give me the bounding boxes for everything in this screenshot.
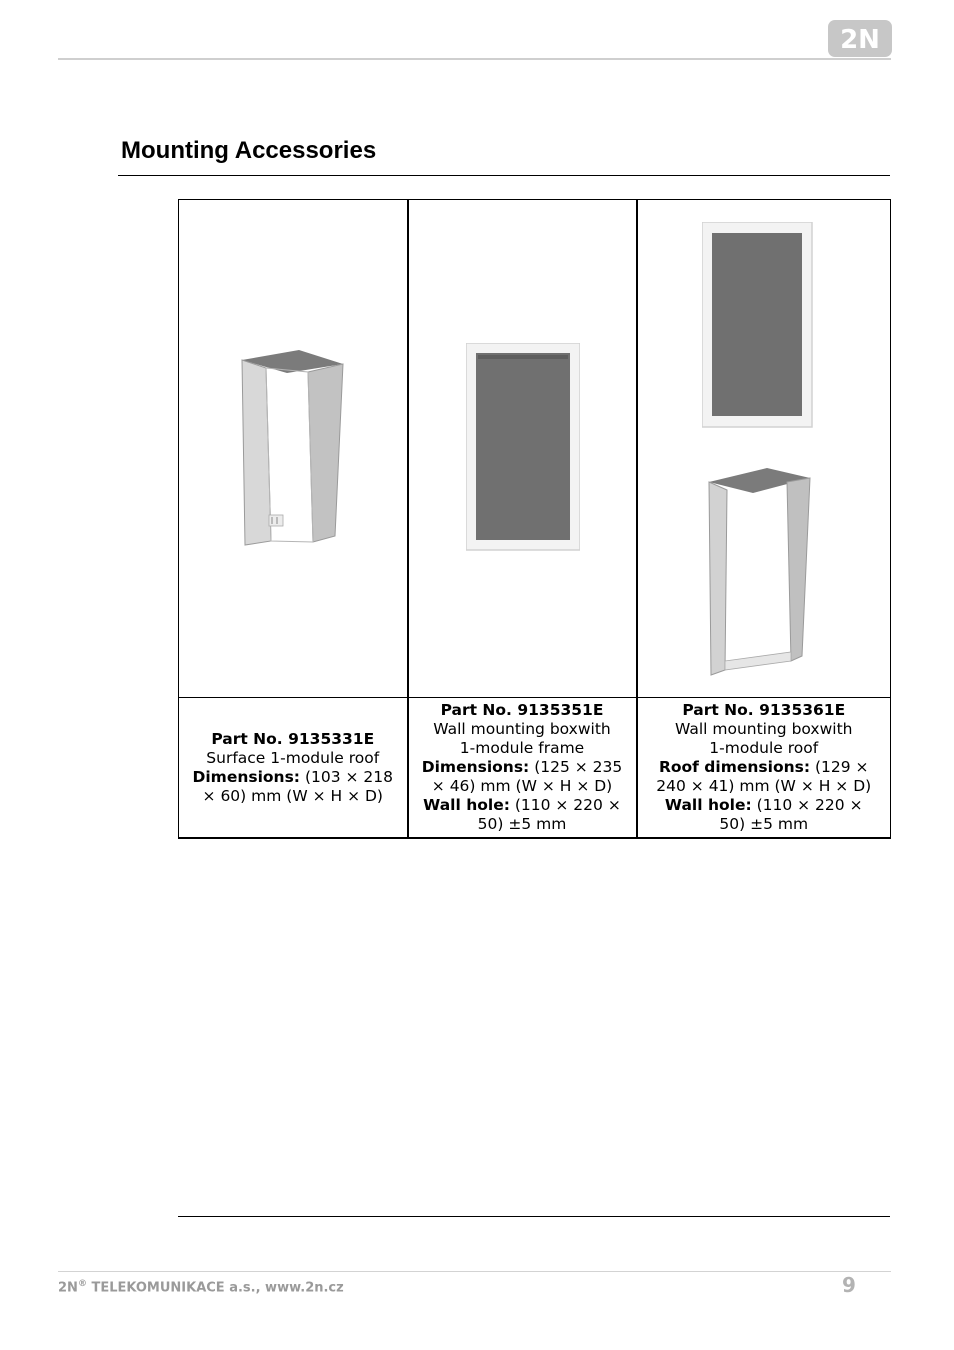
footer-company: [58, 1279, 344, 1295]
description-line: 1-module frame: [459, 739, 585, 757]
footer-brand: 2N: [58, 1280, 78, 1296]
registered-mark: ®: [77, 1279, 87, 1289]
content-bottom-rule: [178, 1216, 890, 1217]
spec-value: (110 × 220 ×: [751, 796, 863, 814]
description-line: Wall mounting boxwith: [433, 720, 611, 738]
page-number: 9: [842, 1273, 856, 1297]
footer-company-name: TELEKOMUNIKACE a.s., www.2n.cz: [86, 1280, 344, 1296]
part-number: Part No. 9135361E: [682, 701, 846, 719]
spec-value-cont: × 60) mm (W × H × D): [202, 786, 383, 805]
description-line: Wall mounting boxwith: [675, 720, 853, 738]
brand-logo-text: 2N: [840, 25, 880, 55]
roof-image: [707, 466, 815, 678]
wall-box-image: [702, 222, 813, 428]
spec-value: (125 × 235: [529, 758, 623, 776]
spec-label: Dimensions:: [192, 767, 301, 786]
spec-label: Wall hole:: [664, 796, 752, 814]
product-image-cell: [408, 200, 637, 698]
image-row: [179, 200, 891, 698]
footer-rule: [58, 1271, 891, 1272]
surface-roof-image: [239, 346, 349, 546]
spec-value-cont: × 46) mm (W × H × D): [431, 777, 613, 795]
product-description: [408, 698, 637, 839]
spec-value: (129 ×: [810, 758, 869, 776]
part-number: Part No. 9135331E: [211, 729, 375, 748]
brand-logo: [828, 20, 892, 57]
spec-label: Wall hole:: [423, 796, 510, 814]
header-rule: [58, 58, 891, 60]
wall-box-frame-image: [466, 343, 580, 551]
page-title: Mounting Accessories: [121, 137, 377, 164]
product-image-cell: [179, 200, 408, 698]
spec-value-cont: 50) ±5 mm: [719, 815, 809, 833]
spec-label: Roof dimensions:: [658, 758, 811, 776]
part-number: Part No. 9135351E: [440, 701, 604, 719]
spec-label: Dimensions:: [421, 758, 530, 776]
title-rule: [118, 175, 890, 176]
spec-value-cont: 50) ±5 mm: [477, 815, 567, 833]
spec-value: (110 × 220 ×: [509, 796, 621, 814]
spec-value: (103 × 218: [300, 767, 394, 786]
spec-value-cont: 240 × 41) mm (W × H × D): [656, 777, 872, 795]
product-description: [637, 698, 891, 839]
description-line: 1-module roof: [709, 739, 819, 757]
product-image-cell: [637, 200, 891, 698]
accessories-table: [178, 199, 891, 839]
description-row: [179, 698, 891, 839]
product-description: [179, 698, 408, 839]
description-line: Surface 1-module roof: [206, 748, 380, 767]
